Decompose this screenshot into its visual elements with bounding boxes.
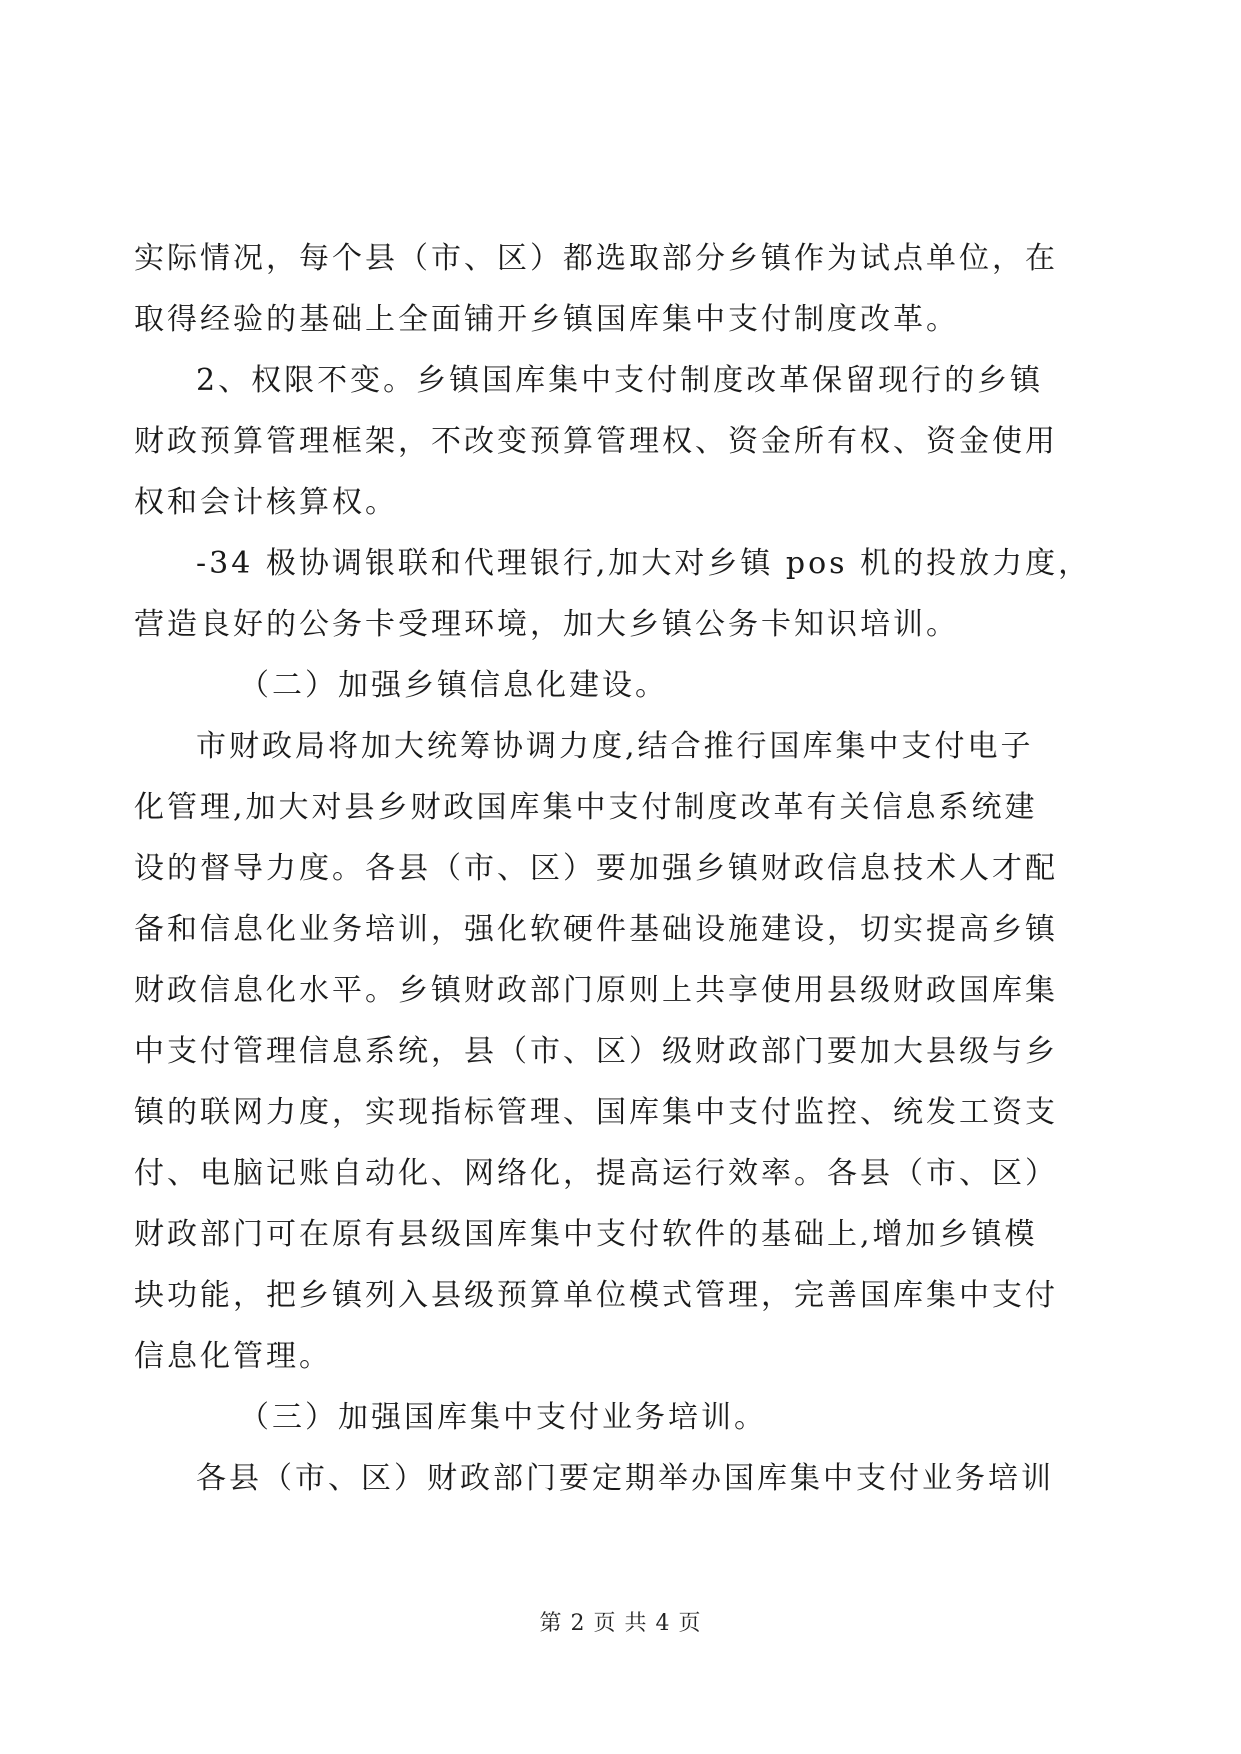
section-heading: （三）加强国库集中支付业务培训。 xyxy=(239,1400,767,1435)
text-line: 市财政局将加大统筹协调力度,结合推行国库集中支付电子 xyxy=(196,729,1034,764)
text-line: 财政部门可在原有县级国库集中支付软件的基础上,增加乡镇模 xyxy=(134,1217,1038,1252)
text-line: 财政预算管理框架，不改变预算管理权、资金所有权、资金使用 xyxy=(134,424,1058,459)
page-footer xyxy=(0,1606,1241,1637)
text-line: 信息化管理。 xyxy=(134,1339,332,1374)
text-line: 块功能，把乡镇列入县级预算单位模式管理，完善国库集中支付 xyxy=(134,1278,1058,1313)
text-line: 权和会计核算权。 xyxy=(134,485,398,520)
text-line: 财政信息化水平。乡镇财政部门原则上共享使用县级财政国库集 xyxy=(134,973,1058,1008)
page-number: 第 2 页 共 4 页 xyxy=(539,1611,702,1636)
text-line: 付、电脑记账自动化、网络化，提高运行效率。各县（市、区） xyxy=(134,1156,1058,1191)
text-line: 化管理,加大对县乡财政国库集中支付制度改革有关信息系统建 xyxy=(134,790,1038,825)
text-line: 实际情况，每个县（市、区）都选取部分乡镇作为试点单位，在 xyxy=(134,241,1058,276)
text-line: 中支付管理信息系统，县（市、区）级财政部门要加大县级与乡 xyxy=(134,1034,1058,1069)
text-line: -34 极协调银联和代理银行,加大对乡镇 pos 机的投放力度， xyxy=(196,546,1092,581)
section-heading: （二）加强乡镇信息化建设。 xyxy=(239,668,668,703)
text-line: 2、权限不变。乡镇国库集中支付制度改革保留现行的乡镇 xyxy=(196,363,1044,398)
text-line: 镇的联网力度，实现指标管理、国库集中支付监控、统发工资支 xyxy=(134,1095,1058,1130)
text-line: 设的督导力度。各县（市、区）要加强乡镇财政信息技术人才配 xyxy=(134,851,1058,886)
text-line: 取得经验的基础上全面铺开乡镇国库集中支付制度改革。 xyxy=(134,302,959,337)
text-line: 各县（市、区）财政部门要定期举办国库集中支付业务培训 xyxy=(196,1461,1054,1496)
text-line: 备和信息化业务培训，强化软硬件基础设施建设，切实提高乡镇 xyxy=(134,912,1058,947)
text-line: 营造良好的公务卡受理环境，加大乡镇公务卡知识培训。 xyxy=(134,607,959,642)
document-body xyxy=(134,228,1114,1509)
